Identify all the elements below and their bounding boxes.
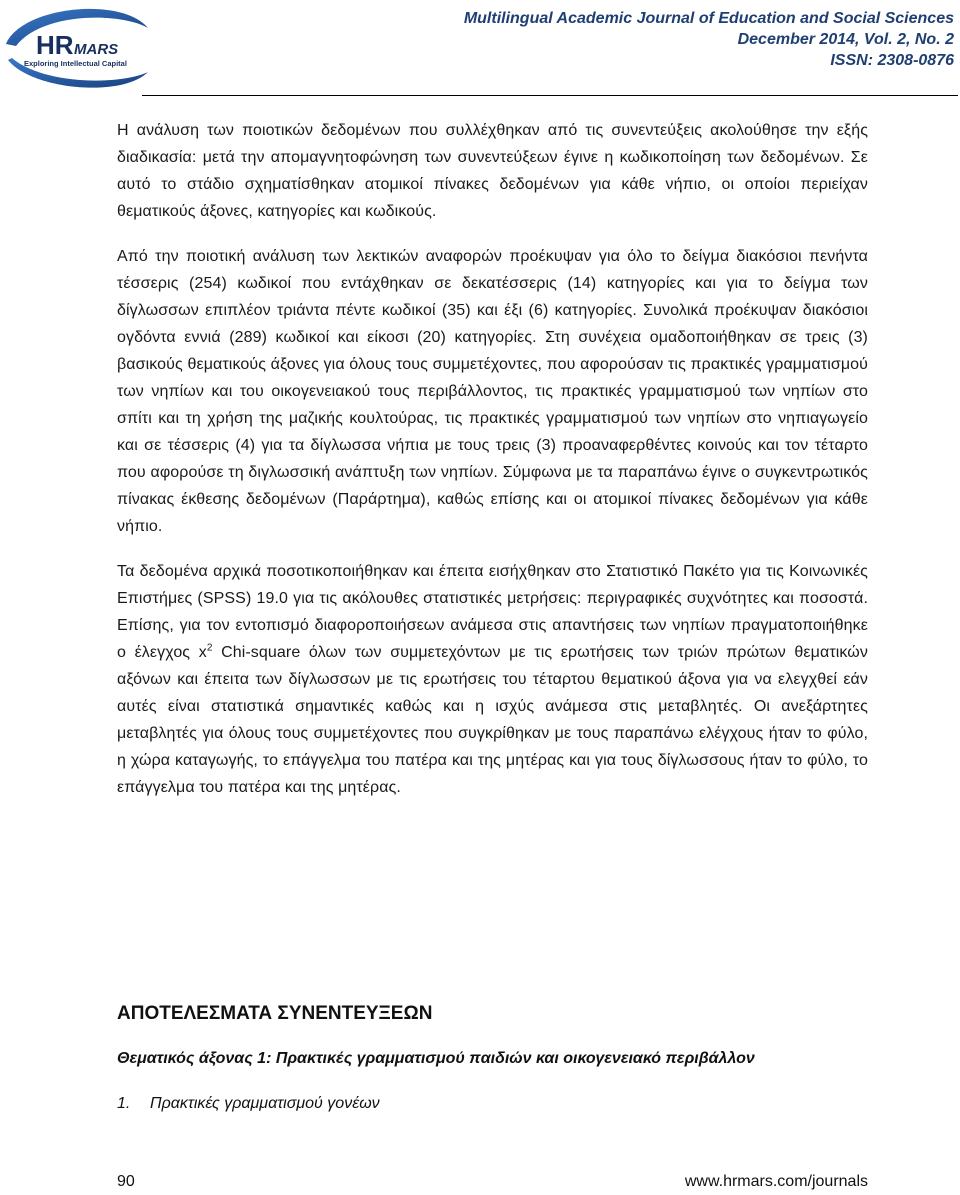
- journal-issue: December 2014, Vol. 2, No. 2: [737, 31, 954, 48]
- publisher-logo: [2, 2, 152, 94]
- logo-tagline: Exploring Intellectual Capital: [24, 59, 127, 68]
- paragraph-3: [117, 558, 868, 801]
- footer-url-link[interactable]: www.hrmars.com/journals: [684, 1173, 868, 1190]
- article-body: [117, 117, 868, 801]
- logo-brand-hr: HR: [36, 30, 74, 60]
- list-item: [117, 1095, 380, 1113]
- page-number: 90: [117, 1173, 135, 1190]
- list-item-number: 1.: [117, 1095, 131, 1112]
- paragraph-3-part-a: Τα δεδομένα αρχικά ποσοτικοποιήθηκαν και έπειτα εισήχθηκαν στο Στατιστικό Πακέτο για τις Κοινωνικές Επιστήμες (SPSS) 19.0 για τις ακόλουθες στατιστικές μετρήσεις: περιγραφικές συχνότητες και ποσοστά. Επίσης, για τον εντοπισμό διαφοροποιήσεων ανάμεσα στις απαντήσεις των νηπίων πραγματοποιήθηκε ο έλεγχος x: [117, 563, 868, 661]
- journal-issn: ISSN: 2308-0876: [830, 52, 954, 69]
- list-item-text: Πρακτικές γραμματισμού γονέων: [150, 1095, 380, 1112]
- paragraph-1: Η ανάλυση των ποιοτικών δεδομένων που συλλέχθηκαν από τις συνεντεύξεις ακολούθησε την εξής διαδικασία: μετά την απομαγνητοφώνηση των συνεντεύξεων έγινε η κωδικοποίηση των δεδομένων. Σε αυτό το στάδιο σχηματίσθηκαν ατομικοί πίνακες δεδομένων για κάθε νήπιο, οι οποίοι περιείχαν θεματικούς άξονες, κατηγορίες και κωδικούς.: [117, 122, 868, 220]
- chi-square-superscript: 2: [206, 642, 213, 654]
- hrmars-logo-icon: [2, 2, 152, 94]
- journal-title: Multilingual Academic Journal of Education and Social Sciences: [463, 10, 954, 27]
- paragraph-3-part-b: Chi-square όλων των συμμετεχόντων με τις ερωτήσεις των τριών πρώτων θεματικών αξόνων και έπειτα των δίγλωσσων με τις ερωτήσεις του τέταρτου θεματικού άξονα για να ελεγχθεί εάν αυτές είναι στατιστικά σημαντικές καθώς και η ισχύς ανάμεσα στις μεταβλητές. Οι ανεξάρτητες μεταβλητές για όλους τους συμμετέχοντες που συγκρίθηκαν με τους παραπάνω ελέγχους ήταν το φύλο, η χώρα καταγωγής, το επάγγελμα του πατέρα και της μητέρας και για τους δίγλωσσους ήταν το φύλο, το επάγγελμα του πατέρα και της μητέρας.: [117, 644, 869, 796]
- logo-brand-mars: MARS: [74, 41, 119, 58]
- section-subheading: Θεματικός άξονας 1: Πρακτικές γραμματισμού παιδιών και οικογενειακό περιβάλλον: [117, 1050, 755, 1067]
- journal-header: [464, 8, 954, 71]
- section-heading: ΑΠΟΤΕΛΕΣΜΑΤΑ ΣΥΝΕΝΤΕΥΞΕΩΝ: [117, 1003, 433, 1024]
- header-divider: [142, 95, 958, 96]
- paragraph-2: Από την ποιοτική ανάλυση των λεκτικών αναφορών προέκυψαν για όλο το δείγμα διακόσιοι πενήντα τέσσερις (254) κωδικοί που εντάχθηκαν σε δεκατέσσερις (14) κατηγορίες και για το δείγμα των δίγλωσσων επιπλέον τριάντα πέντε κωδικοί (35) και έξι (6) κατηγορίες. Συνολικά προέκυψαν διακόσιοι ογδόντα εννιά (289) κωδικοί και είκοσι (20) κατηγορίες. Στη συνέχεια ομαδοποιήθηκαν σε τρεις (3) βασικούς θεματικούς άξονες για όλους τους συμμετέχοντες, που αφορούσαν τις πρακτικές γραμματισμού των νηπίων και του οικογενειακού τους περιβάλλοντος, τις πρακτικές γραμματισμού των νηπίων στο σπίτι και τη χρήση της μαζικής κουλτούρας, τις πρακτικές γραμματισμού των νηπίων στο νηπιαγωγείο και σε τέσσερις (4) για τα δίγλωσσα νήπια με τους τρεις (3) προαναφερθέντες κοινούς και τον τέταρτο που αφορούσε τη διγλωσσική ανάπτυξη των νηπίων. Σύμφωνα με τα παραπάνω έγινε ο συγκεντρωτικός πίνακας έκθεσης δεδομένων (Παράρτημα), καθώς επίσης και οι ατομικοί πίνακες δεδομένων για κάθε νήπιο.: [117, 248, 868, 535]
